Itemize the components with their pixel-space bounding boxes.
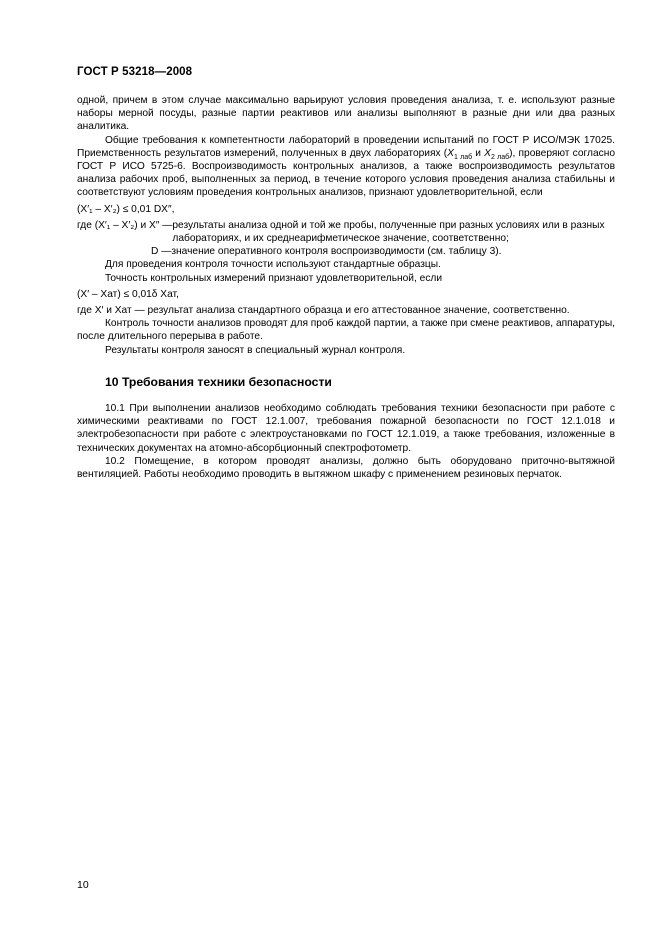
section-title: 10 Требования техники безопасности bbox=[105, 374, 332, 389]
paragraph-accuracy-definition: где X′ и Xат — результат анализа стандартного образца и его аттестованное значение, соответственно. bbox=[77, 305, 570, 317]
var-x-lab2: X bbox=[484, 147, 491, 159]
paragraph-control-frequency: Контроль точности анализов проводят для проб каждой партии, а также при смене реактивов, аппаратуры, после длительного перерыва в работе. bbox=[77, 318, 616, 343]
page-content bbox=[77, 94, 615, 481]
paragraph-10-2: 10.2 Помещение, в котором проводят анализы, должно быть оборудовано приточно-вытяжной вентиляцией. Работы необходимо проводить в вытяжном шкафу с применением резиновых перчаток. bbox=[77, 455, 615, 481]
definition-x bbox=[77, 219, 615, 245]
paragraph-10-1: 10.1 При выполнении анализов необходимо соблюдать требования техники безопасности при работе с химическими реактивами по ГОСТ 12.1.007, требования пожарной безопасности по ГОСТ 12.1.018 и электробезопасности при работе с электроустановками по ГОСТ 12.1.019, а также требования, изложенные в технических документах на атомно-абсорбционный спектрофотометр. bbox=[77, 403, 615, 454]
paragraph-accuracy-condition: Точность контрольных измерений признают удовлетворительной, если bbox=[105, 272, 443, 284]
page-number: 10 bbox=[77, 879, 89, 891]
definition-x-term: где (X′₁ – X′₂) и X″ — bbox=[77, 219, 173, 231]
conj-and: и bbox=[472, 147, 485, 159]
paragraph-competence-part-a: Общие требования к компетентности лабораторий в проведении испытаний по ГОСТ Р ИСО/МЭК 17025. Приемственность результатов измерений, полученных в двух лабораториях ( bbox=[77, 134, 615, 159]
sub-lab1: 1 лаб bbox=[453, 153, 473, 161]
paragraph-continuation: одной, причем в этом случае максимально варьируют условия проведения анализа, т. е. используют разные наборы мерной посуды, разные партии реактивов или анализы выполняют в разные дни или два разных аналитика. bbox=[77, 95, 615, 133]
formula-reproducibility: (X′₁ – X′₂) ≤ 0,01 DX″, bbox=[77, 203, 175, 215]
definition-d-term: D — bbox=[151, 246, 172, 258]
var-x-lab1: X bbox=[447, 147, 454, 159]
paragraph-control-journal: Результаты контроля заносят в специальный журнал контроля. bbox=[105, 344, 406, 356]
page-header: ГОСТ Р 53218—2008 bbox=[77, 66, 193, 78]
definition-x-text: результаты анализа одной и той же пробы, полученные при разных условиях или в разных лабораториях, и их среднеарифметическое значение, соответственно; bbox=[172, 219, 605, 245]
definition-d-text: значение оперативного контроля воспроизводимости (см. таблицу 3). bbox=[171, 246, 502, 258]
definition-d bbox=[77, 245, 615, 258]
formula-accuracy: (X′ – Xат) ≤ 0,01δ Xат, bbox=[77, 288, 179, 300]
paragraph-standard-samples: Для проведения контроля точности используют стандартные образцы. bbox=[105, 259, 441, 271]
paragraph-competence-part-b: ), проверяют согласно ГОСТ Р ИСО 5725-6. Воспроизводимость контрольных анализов, а также воспроизводимость результатов анализа рабочих проб, выполненных за период, в течение которого условия проведения анализа стабильны и соответствуют условиям проведения контрольных анализов, признают удовлетворительной, если bbox=[77, 147, 615, 199]
paragraph-competence bbox=[77, 134, 615, 200]
sub-lab2: 2 лаб bbox=[490, 153, 510, 161]
